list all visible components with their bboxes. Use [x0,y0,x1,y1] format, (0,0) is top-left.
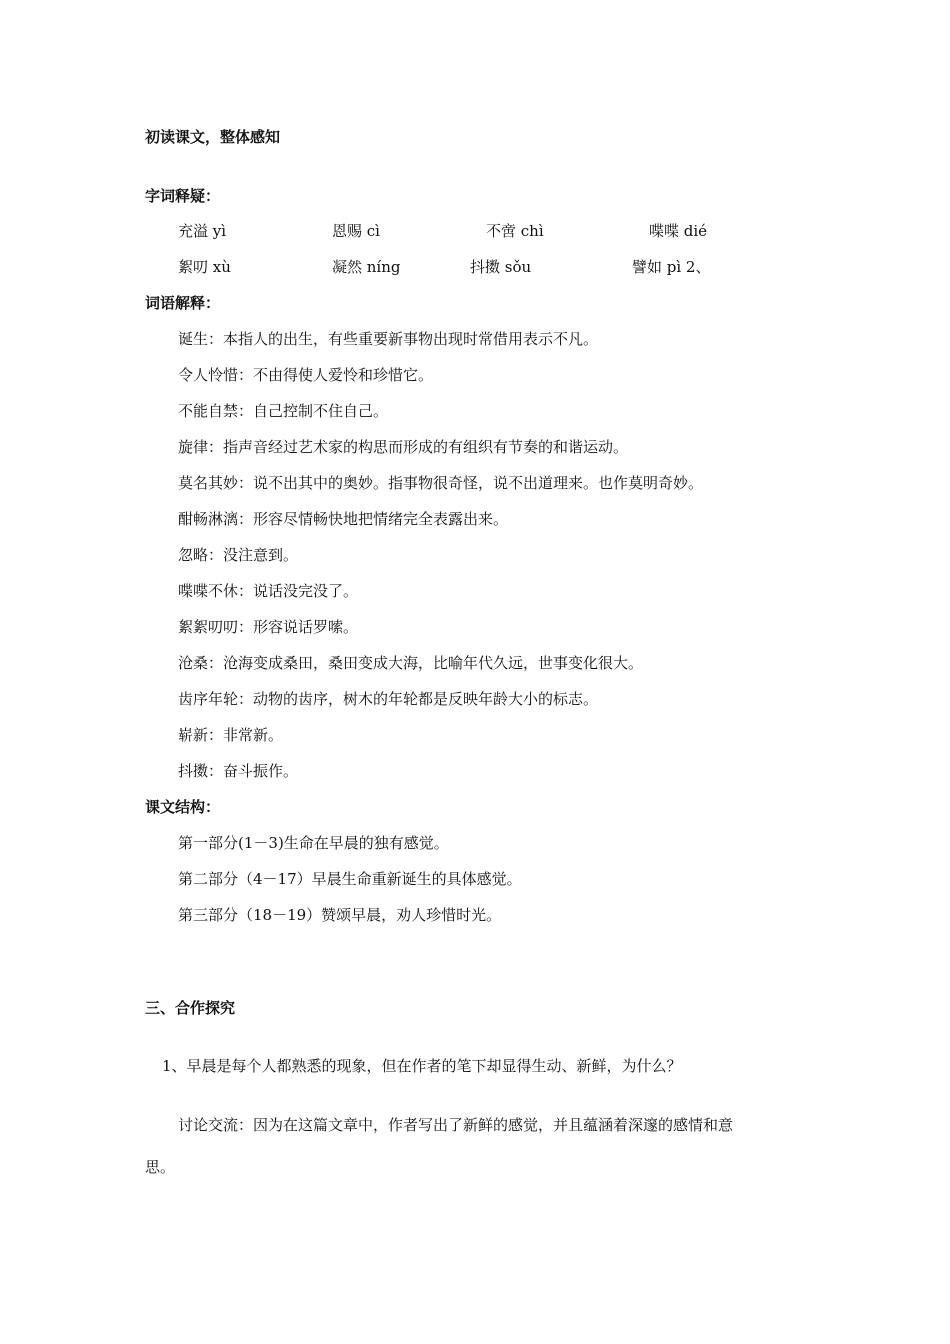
structure-item: 第三部分（18－19）赞颂早晨，劝人珍惜时光。 [178,906,502,924]
heading-first-reading: 初读课文，整体感知 [145,128,281,146]
vocab-item: 充溢 yì [178,222,227,240]
vocab-item: 絮叨 xù [178,258,231,276]
vocab-item: 恩赐 cì [332,222,380,240]
word-item: 忽略：没注意到。 [178,546,299,564]
discussion-line-1: 讨论交流：因为在这篇文章中，作者写出了新鲜的感觉，并且蕴涵着深邃的感情和意 [178,1116,734,1134]
heading-word-explain: 词语解释： [145,294,221,312]
word-item: 酣畅淋漓：形容尽情畅快地把情绪完全表露出来。 [178,510,509,528]
heading-char-explain: 字词释疑： [145,187,221,205]
heading-cooperative-explore: 三、合作探究 [145,999,236,1017]
word-item: 喋喋不休：说话没完没了。 [178,582,359,600]
word-item: 崭新：非常新。 [178,726,284,744]
structure-item: 第一部分(1－3)生命在早晨的独有感觉。 [178,834,449,852]
vocab-item: 凝然 níng [332,258,401,276]
vocab-item: 喋喋 dié [649,222,708,240]
discussion-line-2: 思。 [145,1158,176,1176]
heading-structure: 课文结构： [145,798,221,816]
question-1: 1、早晨是每个人都熟悉的现象，但在作者的笔下却显得生动、新鲜，为什么？ [162,1057,682,1075]
vocab-row-2 [0,257,950,277]
word-item: 不能自禁：自己控制不住自己。 [178,402,389,420]
vocab-item: 不啻 chì [486,222,544,240]
word-item: 沧桑：沧海变成桑田，桑田变成大海，比喻年代久远，世事变化很大。 [178,654,644,672]
word-item: 令人怜惜：不由得使人爱怜和珍惜它。 [178,366,434,384]
word-item: 抖擞：奋斗振作。 [178,762,299,780]
word-item: 齿序年轮：动物的齿序，树木的年轮都是反映年龄大小的标志。 [178,690,599,708]
word-item: 诞生：本指人的出生，有些重要新事物出现时常借用表示不凡。 [178,330,599,348]
vocab-row-1 [0,221,950,241]
word-item: 旋律：指声音经过艺术家的构思而形成的有组织有节奏的和谐运动。 [178,438,629,456]
vocab-item: 譬如 pì 2、 [632,258,711,276]
structure-item: 第二部分（4－17）早晨生命重新诞生的具体感觉。 [178,870,522,888]
vocab-item: 抖擞 sǒu [470,258,532,276]
word-item: 絮絮叨叨：形容说话罗嗦。 [178,618,359,636]
word-item: 莫名其妙：说不出其中的奥妙。指事物很奇怪，说不出道理来。也作莫明奇妙。 [178,474,704,492]
